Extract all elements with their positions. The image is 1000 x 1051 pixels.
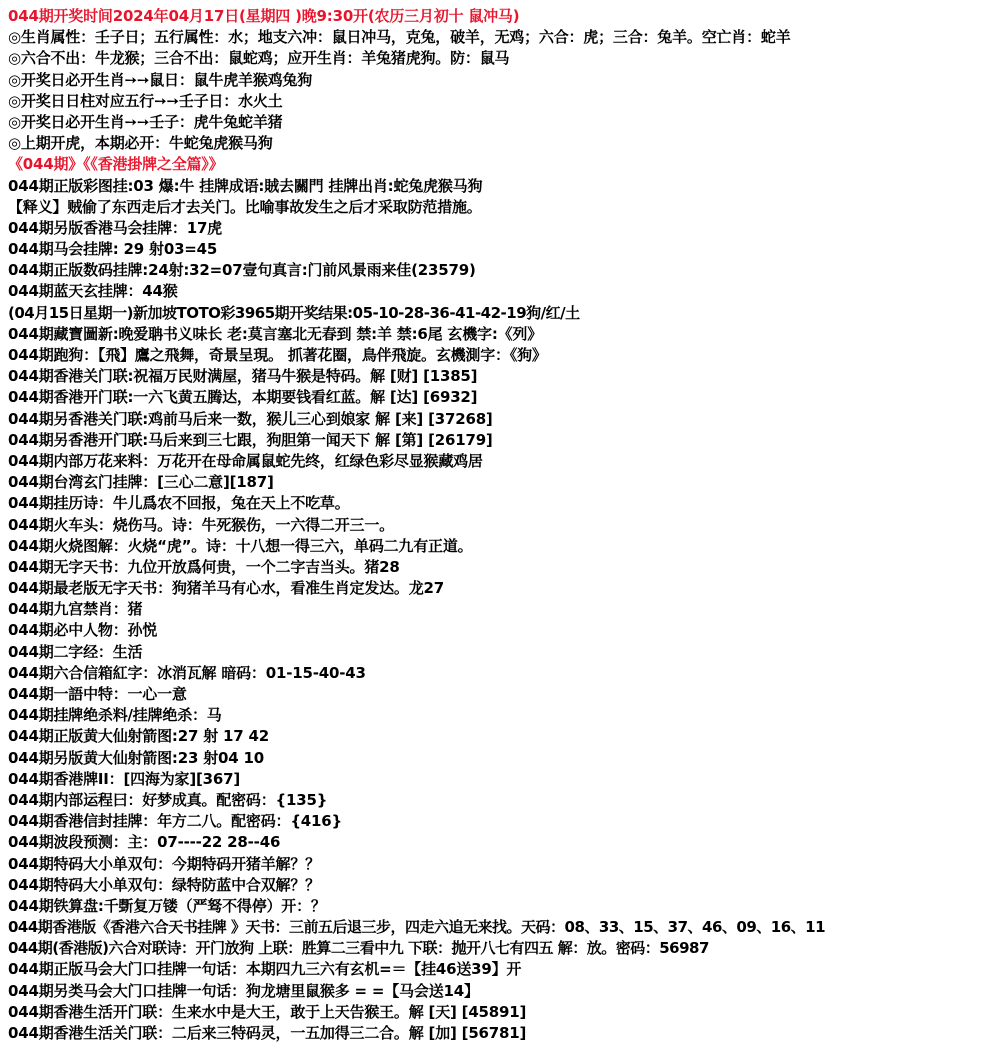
- text-line: 044期另类马会大门口挂牌一句话：狗龙塘里鼠猴多 = =【马会送14】: [8, 981, 479, 1000]
- header-block: [8, 6, 994, 176]
- text-line: (04月15日星期一)新加坡TOTO彩3965期开奖结果:05-10-28-36-41-42-19狗/红/土: [8, 303, 580, 322]
- text-line: 044期无字天书：九位开放爲何贵，一个二字吉当头。猪28: [8, 557, 400, 576]
- document-body: [8, 6, 994, 1044]
- text-line: 044期最老版无字天书：狗猪羊马有心水，看准生肖定发达。龙27: [8, 579, 444, 598]
- text-line: 044期台湾玄门挂牌：[三心二意][187]: [8, 473, 274, 492]
- text-line: 044期马会挂牌: 29 射03=45: [8, 240, 218, 259]
- text-line: 044期火车头：烧伤马。诗：牛死猴伤，一六得二开三一。: [8, 515, 394, 534]
- text-line: 044期香港开门联:一六飞黄五腾达，本期要钱看红蓝。解 [达] [6932]: [8, 388, 478, 407]
- text-line: 044期另版香港马会挂牌：17虎: [8, 218, 222, 237]
- text-line: 044期波段预测：主：07----22 28--46: [8, 833, 281, 852]
- text-line: 044期香港牌II：[四海为家][367]: [8, 769, 241, 788]
- text-line: 044期内部运程曰：好梦成真。配密码：{135}: [8, 790, 328, 809]
- text-line: 044期另版黄大仙射箭图:23 射04 10: [8, 748, 264, 767]
- text-line: 044期另香港关门联:鸡前马后来一数，猴儿三心到娘家 解 [来] [37268]: [8, 409, 493, 428]
- text-line: 044期香港版《香港六合天书挂牌 》天书：三前五后退三步，四走六追无来找。天码：08、33、15、37、46、09、16、11: [8, 918, 826, 937]
- text-line: 044期挂历诗：牛儿爲农不回报，兔在天上不吃草。: [8, 494, 350, 513]
- text-line: 044期特码大小单双句：绿特防蓝中合双解？？: [8, 875, 320, 894]
- text-line: 044期蓝天玄挂牌：44猴: [8, 282, 178, 301]
- text-line: 044期正版彩图挂:03 爆:牛 挂牌成语:賊去關門 挂牌出肖:蛇兔虎猴马狗: [8, 176, 483, 195]
- content-block: [8, 176, 994, 1045]
- zodiac-info-line: ◎开奖日日柱对应五行➙➙壬子日：水火土: [8, 91, 283, 110]
- text-line: 044期正版黄大仙射箭图:27 射 17 42: [8, 727, 269, 746]
- text-line: 044期正版马会大门口挂牌一句话：本期四九三六有玄机=＝【挂46送39】开: [8, 960, 522, 979]
- text-line: 044期六合信箱紅字：冰消瓦解 暗码：01-15-40-43: [8, 663, 366, 682]
- text-line: 044期香港信封挂牌：年方二八。配密码：{416}: [8, 812, 342, 831]
- text-line: 044期挂牌绝杀料/挂牌绝杀：马: [8, 706, 222, 725]
- text-line: 044期二字经：生活: [8, 642, 143, 661]
- section-title: 《044期》《《香港掛牌之全篇》》: [8, 155, 224, 174]
- text-line: 044期铁算盘:千斲复万镂（严驽不得停）开：？: [8, 896, 326, 915]
- text-line: 044期九宫禁肖：猪: [8, 600, 143, 619]
- zodiac-info-line: ◎生肖属性：壬子日；五行属性：水；地支六冲：鼠日冲马，克兔，破羊，无鸡；六合：虎；三合：兔羊。空亡肖：蛇羊: [8, 28, 791, 47]
- text-line: 044期内部万花来料：万花开在母命属鼠蛇先终，红绿色彩尽显猴藏鸡居: [8, 451, 483, 470]
- zodiac-info-line: ◎开奖日必开生肖➙➙壬子：虎牛兔蛇羊猪: [8, 112, 283, 131]
- text-line: 044期一語中特：一心一意: [8, 685, 187, 703]
- zodiac-info-line: ◎六合不出：牛龙猴；三合不出：鼠蛇鸡；应开生肖：羊兔猪虎狗。防：鼠马: [8, 49, 510, 68]
- zodiac-info-line: ◎开奖日必开生肖➙➙鼠日：鼠牛虎羊猴鸡兔狗: [8, 70, 313, 89]
- draw-time-heading: 044期开奖时间2024年04月17日(星期四 )晚9:30开(农历三月初十 鼠冲马): [8, 7, 520, 25]
- text-line: 044期(香港版)六合对联诗：开门放狗 上联：胜算二三看中九 下联：抛开八七有四五 解：放。密码：56987: [8, 939, 709, 958]
- text-line: 044期另香港开门联:马后来到三七跟，狗胆第一闻天下 解 [第] [26179]: [8, 430, 493, 449]
- text-line: 044期香港生活关门联：二后来三特码灵，一五加得三二合。解 [加] [56781]: [8, 1024, 527, 1042]
- text-line: 044期必中人物：孙悦: [8, 621, 158, 640]
- text-line: 044期火烧图解：火烧“虎”。诗：十八想一得三六，单码二九有正道。: [8, 536, 473, 555]
- text-line: 044期正版数码挂牌:24射:32=07壹句真言:门前风景雨来佳(23579): [8, 261, 476, 280]
- text-line: 044期特码大小单双句：今期特码开猪羊解？？: [8, 854, 320, 873]
- text-line: 044期香港生活开门联：生来水中是大王，敢于上天告猴王。解 [天] [45891]: [8, 1002, 527, 1021]
- zodiac-info-line: ◎上期开虎，本期必开：牛蛇兔虎猴马狗: [8, 134, 273, 153]
- text-line: 044期跑狗：【飛】鷹之飛舞，奇景呈現。 抓著花圈，鳥伴飛旋。玄機測字：《狗》: [8, 346, 547, 364]
- text-line: 044期藏寶圖新:晚爱聃书义味长 老:莫言塞北无春到 禁:羊 禁:6尾 玄機字:《列》: [8, 324, 543, 343]
- text-line: 【释义】贼偷了东西走后才去关门。比喻事故发生之后才采取防范措施。: [8, 197, 482, 216]
- text-line: 044期香港关门联:祝福万民财满屋，猪马牛猴是特码。解 [财] [1385]: [8, 367, 478, 386]
